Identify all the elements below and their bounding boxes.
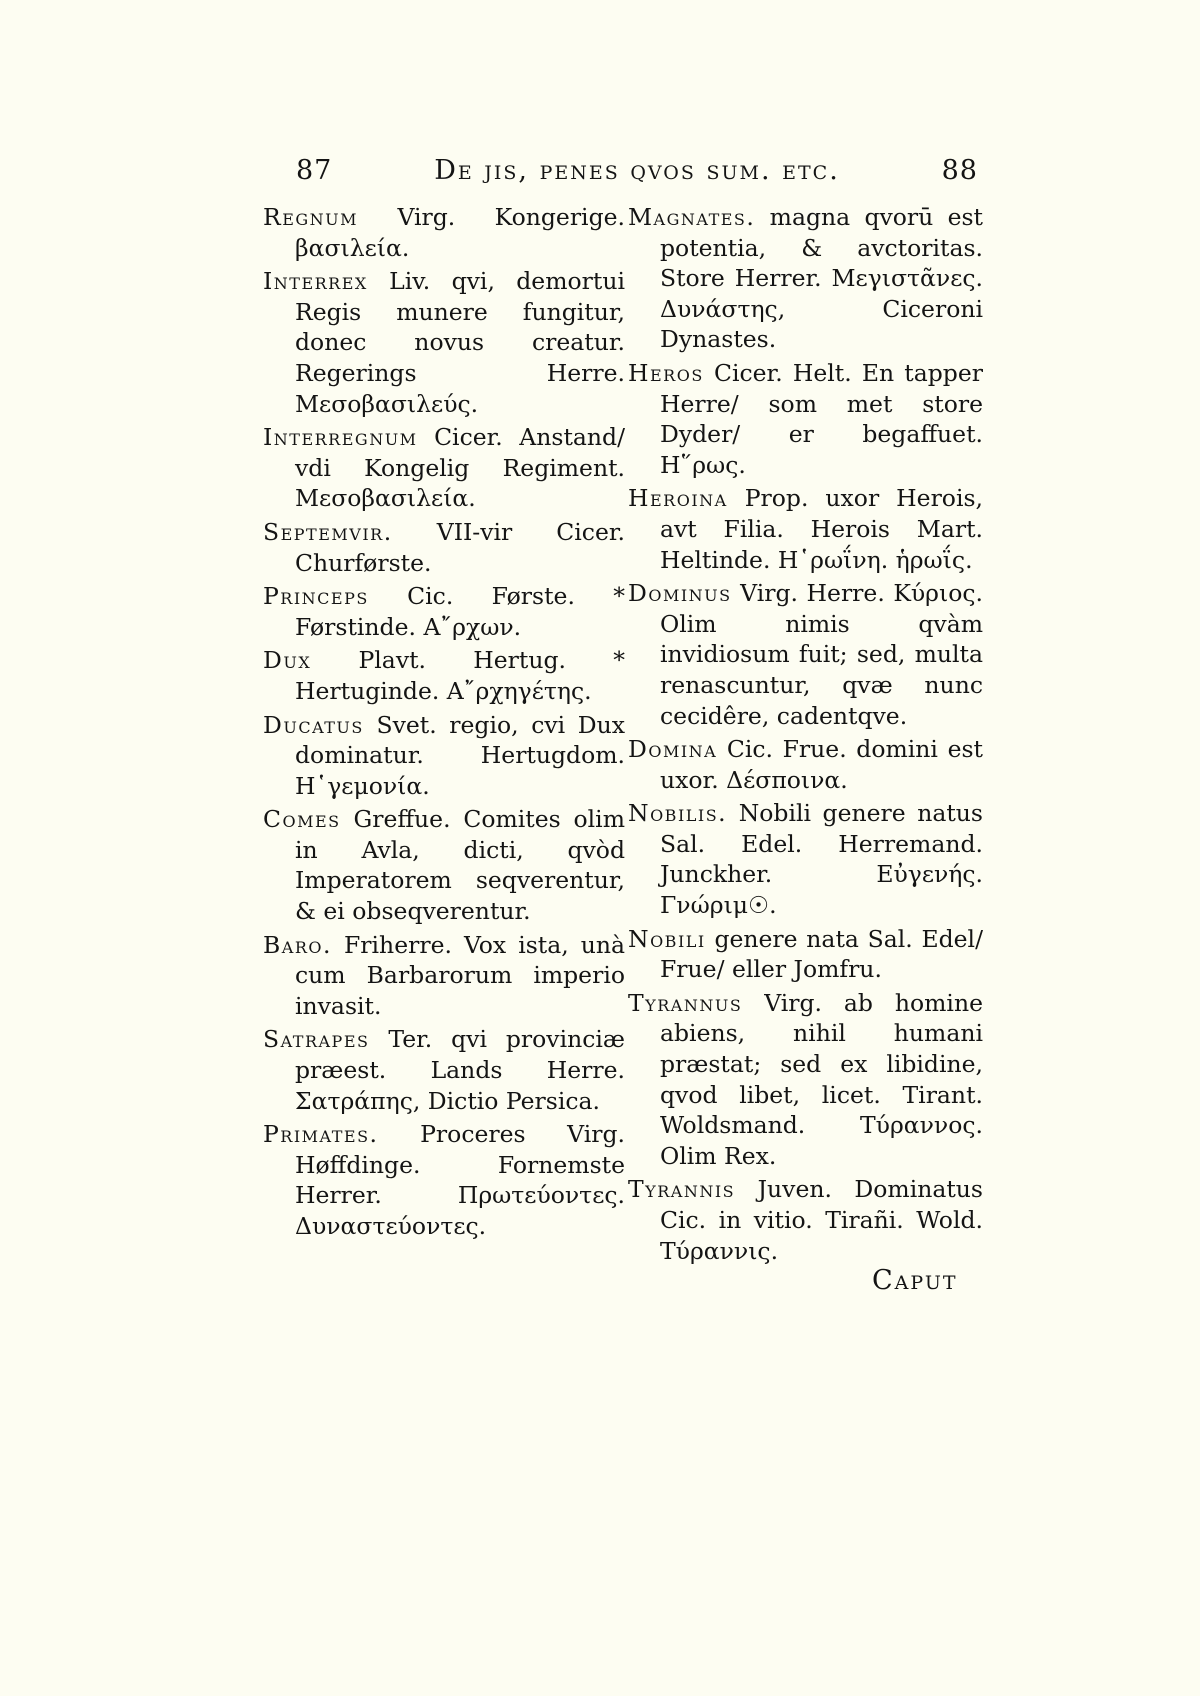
entry-text: Cicer. Helt. En tapper Herre/ som met store Dyder/ er begaffuet. Η῞ρως. [660,358,983,479]
entry-dux [263,645,625,706]
entry-satrapes [263,1024,625,1116]
entry-text: Prop. uxor Herois, avt Filia. Herois Mart. Heltinde. Η῾ρωΐνη. ἡρωΐς. [660,484,983,574]
entry-text: Virg. ab homine abiens, nihil humani præstat; sed ex libidine, qvod libet, licet. Tirant. Woldsmand. Τύραννος. Olim Rex. [660,988,983,1170]
headword: Satrapes [263,1025,370,1054]
headword: Comes [263,805,341,834]
headword: Tyrannus [628,988,743,1017]
headword: Nobili [628,924,706,953]
entry-tyrannus [628,988,983,1172]
running-head [296,155,978,186]
entry-text: Cic. Første. * Førstinde. Α῎ρχων. [295,582,625,641]
headword: Baro. [263,930,332,959]
entry-text: Juven. Dominatus Cic. in vitio. Tirañi. Wold. Τύραννις. [660,1175,983,1265]
entry-text: Svet. regio, cvi Dux dominatur. Hertugdom. Η῾γεμονία. [295,710,625,800]
page-number-left: 87 [296,155,333,186]
entry-heroina [628,483,983,575]
entry-baro [263,930,625,1022]
entry-primates [263,1119,625,1241]
entry-septemvir [263,517,625,578]
headword: Domina [628,735,718,764]
entry-text: VII-vir Cicer. Churførste. [295,517,625,577]
running-title: De jis, penes qvos sum. etc. [434,155,840,186]
entry-text: genere nata Sal. Edel/ Frue/ eller Jomfru. [660,924,983,984]
headword: Regnum [263,203,359,231]
headword: Dominus [628,579,732,608]
entry-text: Greffue. Comites olim in Avla, dicti, qvòd Imperatorem seqverentur, & ei obseqverentur. [295,805,625,926]
entry-text: Virg. Kongerige. βασιλεία. [295,203,625,262]
entry-text: Virg. Herre. Κύριος. Olim nimis qvàm invidiosum fuit; sed, multa renascuntur, qvæ nunc cecidêre, cadentqve. [660,579,983,730]
entry-heros [628,358,983,480]
entry-text: Nobili genere natus Sal. Edel. Herremand. Junckher. Εὐγενής. Γνώριμ☉. [660,799,983,920]
entry-dominus [628,578,983,731]
entry-text: magna qvorū est potentia, & avctoritas. Store Herrer. Μεγιστᾶνες. Δυνάστης, Ciceroni Dynastes. [660,203,983,354]
headword: Tyrannis [628,1175,736,1204]
headword: Interrex [263,267,368,296]
entry-comes [263,804,625,926]
headword: Magnates. [628,203,756,231]
entry-nobili [628,924,983,985]
entry-text: Proceres Virg. Høffdinge. Fornemste Herrer. Πρωτεύοντες. Δυναστεύοντες. [295,1120,625,1240]
page-number-right: 88 [941,155,978,186]
headword: Interregnum [263,423,418,452]
left-column [263,202,625,1245]
headword: Nobilis. [628,799,728,828]
entry-text: Plavt. Hertug. * Hertuginde. Α῎ρχηγέτης. [295,646,625,705]
entry-text: Cicer. Anstand/ vdi Kongelig Regiment. Μεσοβασιλεία. [295,423,625,513]
headword: Princeps [263,582,369,611]
entry-interregnum [263,422,625,514]
headword: Ducatus [263,710,364,739]
entry-tyrannis [628,1174,983,1266]
headword: Septemvir. [263,517,393,546]
headword: Primates. [263,1120,379,1149]
entry-text: Friherre. Vox ista, unà cum Barbarorum imperio invasit. [295,930,625,1020]
headword: Heros [628,358,704,387]
entry-nobilis [628,798,983,920]
headword: Heroina [628,484,728,513]
entry-magnates [628,202,983,355]
entry-text: Ter. qvi provinciæ præest. Lands Herre. Σατράπης, Dictio Persica. [295,1025,625,1115]
entry-ducatus [263,710,625,802]
entry-princeps [263,581,625,642]
right-column [628,202,983,1269]
entry-regnum [263,202,625,263]
entry-domina [628,734,983,795]
entry-interrex [263,266,625,419]
entry-text: Liv. qvi, demortui Regis munere fungitur, donec novus creatur. Regerings Herre. Μεσοβασιλεύς. [295,267,625,418]
catchword: Caput [872,1265,958,1296]
entry-text: Cic. Frue. domini est uxor. Δέσποινα. [660,735,983,794]
headword: Dux [263,646,312,675]
